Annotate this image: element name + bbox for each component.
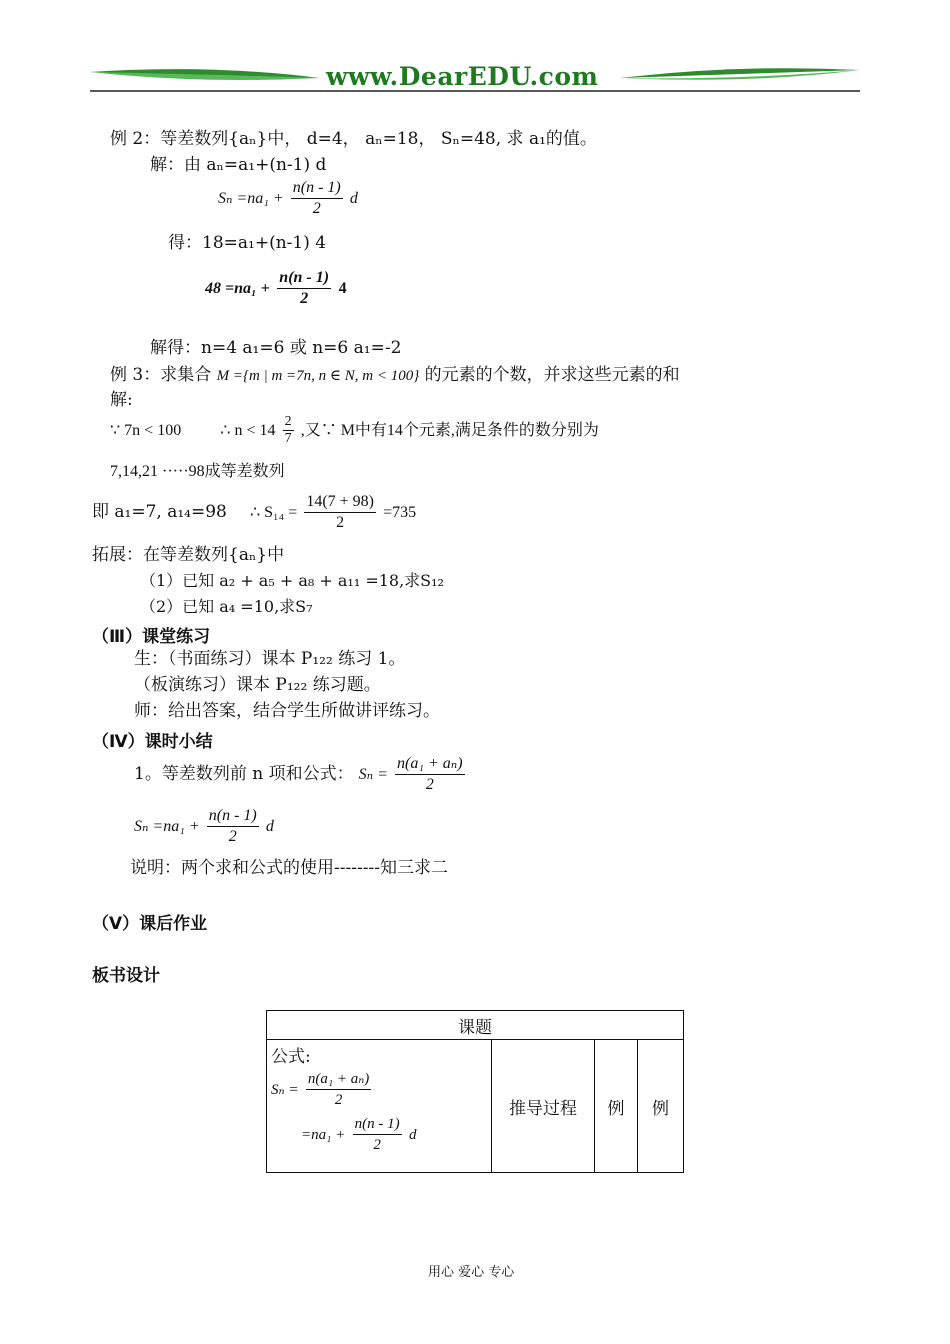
extension-item1: （1）已知 a₂ + a₅ + a₈ + a₁₁ =18,求S₁₂	[140, 571, 444, 590]
board-formula1	[271, 1069, 487, 1110]
section3-line1: 生：（书面练习）课本 P₁₂₂ 练习 1。	[134, 649, 406, 669]
board-formula-cell	[267, 1040, 492, 1173]
board-derivation-cell: 推导过程	[492, 1040, 595, 1173]
board-f2-lhs: =na₁ +	[301, 1127, 346, 1143]
f2-fraction	[207, 806, 259, 847]
board-example-cell-2: 例	[638, 1040, 684, 1173]
eq2-denominator: 2	[300, 290, 309, 307]
example2-formula	[218, 178, 358, 219]
formula-numerator: n(n - 1)	[291, 178, 343, 199]
formula-fraction	[291, 178, 343, 219]
board-f1-numerator: n(a₁ + aₙ)	[306, 1069, 371, 1090]
board-f1-fraction	[306, 1069, 371, 1110]
formula-lhs: Sₙ =na₁ +	[218, 190, 284, 207]
board-formula2	[271, 1114, 487, 1155]
line3-numerator: 14(7 + 98)	[304, 492, 376, 513]
footer-text: 用心 爱心 专心	[428, 1265, 515, 1280]
line3-a: 即 a₁=7, a₁₄=98	[92, 502, 227, 522]
set-expression: M ={m | m =7n, n ∈ N, m < 100}	[216, 368, 420, 384]
line1-a: ∵ 7n < 100	[110, 422, 182, 439]
board-heading: 板书设计	[92, 966, 160, 986]
f2-tail: d	[265, 818, 274, 835]
f2-lhs: Sₙ =na₁ +	[134, 818, 200, 835]
eq2-numerator: n(n - 1)	[277, 268, 331, 289]
line1-frac-den: 7	[284, 431, 292, 446]
section3-heading: （Ⅲ）课堂练习	[92, 627, 211, 647]
formula-tail: d	[349, 190, 358, 207]
f2-denominator: 2	[228, 828, 237, 845]
line3-fraction	[304, 492, 376, 533]
board-f2-denominator: 2	[373, 1137, 381, 1153]
eq2-tail: 4	[338, 280, 347, 297]
section4-formula2	[134, 806, 274, 847]
example3-solution-label: 解:	[110, 390, 133, 410]
header-logo	[90, 62, 860, 96]
f1-lhs: Sₙ =	[358, 766, 388, 783]
section4-note: 说明：两个求和公式的使用--------知三求二	[130, 858, 448, 878]
board-f2-numerator: n(n - 1)	[353, 1114, 402, 1135]
board-title: 课题	[267, 1011, 684, 1040]
example2-equation2	[205, 268, 347, 309]
board-f2-tail: d	[409, 1127, 417, 1143]
example3-problem-post: 的元素的个数，并求这些元素的和	[424, 365, 680, 385]
line1-b: ∴ n < 14	[220, 422, 276, 439]
section4-heading: （Ⅳ）课时小结	[92, 732, 213, 752]
board-f2-fraction	[353, 1114, 402, 1155]
f1-fraction	[395, 754, 465, 795]
example3-problem-pre: 例 3：求集合	[110, 365, 212, 385]
f2-numerator: n(n - 1)	[207, 806, 259, 827]
line1-fraction	[283, 414, 294, 447]
board-table	[266, 1010, 684, 1173]
extension-title: 拓展：在等差数列{aₙ}中	[92, 545, 285, 565]
example2-solution-intro: 解：由 aₙ=a₁+(n-1) d	[150, 155, 327, 175]
board-example-cell-1: 例	[595, 1040, 638, 1173]
section3-line2: （板演练习）课本 P₁₂₂ 练习题。	[134, 675, 381, 695]
section4-formula1	[134, 754, 467, 795]
extension-item2: （2）已知 a₄ =10,求S₇	[140, 597, 313, 616]
example3-line3	[92, 492, 416, 533]
section3-line3: 师：给出答案，结合学生所做讲评练习。	[134, 701, 440, 721]
board-f1-denominator: 2	[334, 1092, 343, 1108]
formula-denominator: 2	[312, 200, 321, 217]
example3-problem	[110, 364, 680, 387]
eq2-fraction	[277, 268, 331, 309]
example3-line2: 7,14,21 ·····98成等差数列	[110, 463, 285, 480]
logo-text: www.DearEDU.com	[326, 62, 599, 91]
section5-heading: （Ⅴ）课后作业	[92, 914, 208, 934]
line3-denominator: 2	[336, 514, 345, 531]
example2-get: 得：18=a₁+(n-1) 4	[168, 233, 327, 253]
line1-c: ,又∵ M中有14个元素,满足条件的数分别为	[300, 422, 599, 439]
line3-b: ∴ S₁₄ =	[249, 504, 298, 521]
example2-problem: 例 2：等差数列{aₙ}中， d=4， aₙ=18， Sₙ=48, 求 a₁的值。	[110, 129, 597, 149]
f1-numerator: n(a₁ + aₙ)	[395, 754, 465, 775]
board-formula-label: 公式:	[271, 1047, 311, 1067]
example3-line1	[110, 414, 599, 447]
line3-c: =735	[383, 504, 417, 521]
example2-result: 解得：n=4 a₁=6 或 n=6 a₁=-2	[150, 338, 402, 358]
eq2-lhs: 48 =na₁ +	[205, 280, 270, 297]
f1-denominator: 2	[425, 776, 434, 793]
line1-frac-num: 2	[284, 414, 292, 429]
section4-line1: 1。等差数列前 n 项和公式：	[134, 764, 354, 784]
board-f1-lhs: Sₙ =	[271, 1082, 299, 1098]
